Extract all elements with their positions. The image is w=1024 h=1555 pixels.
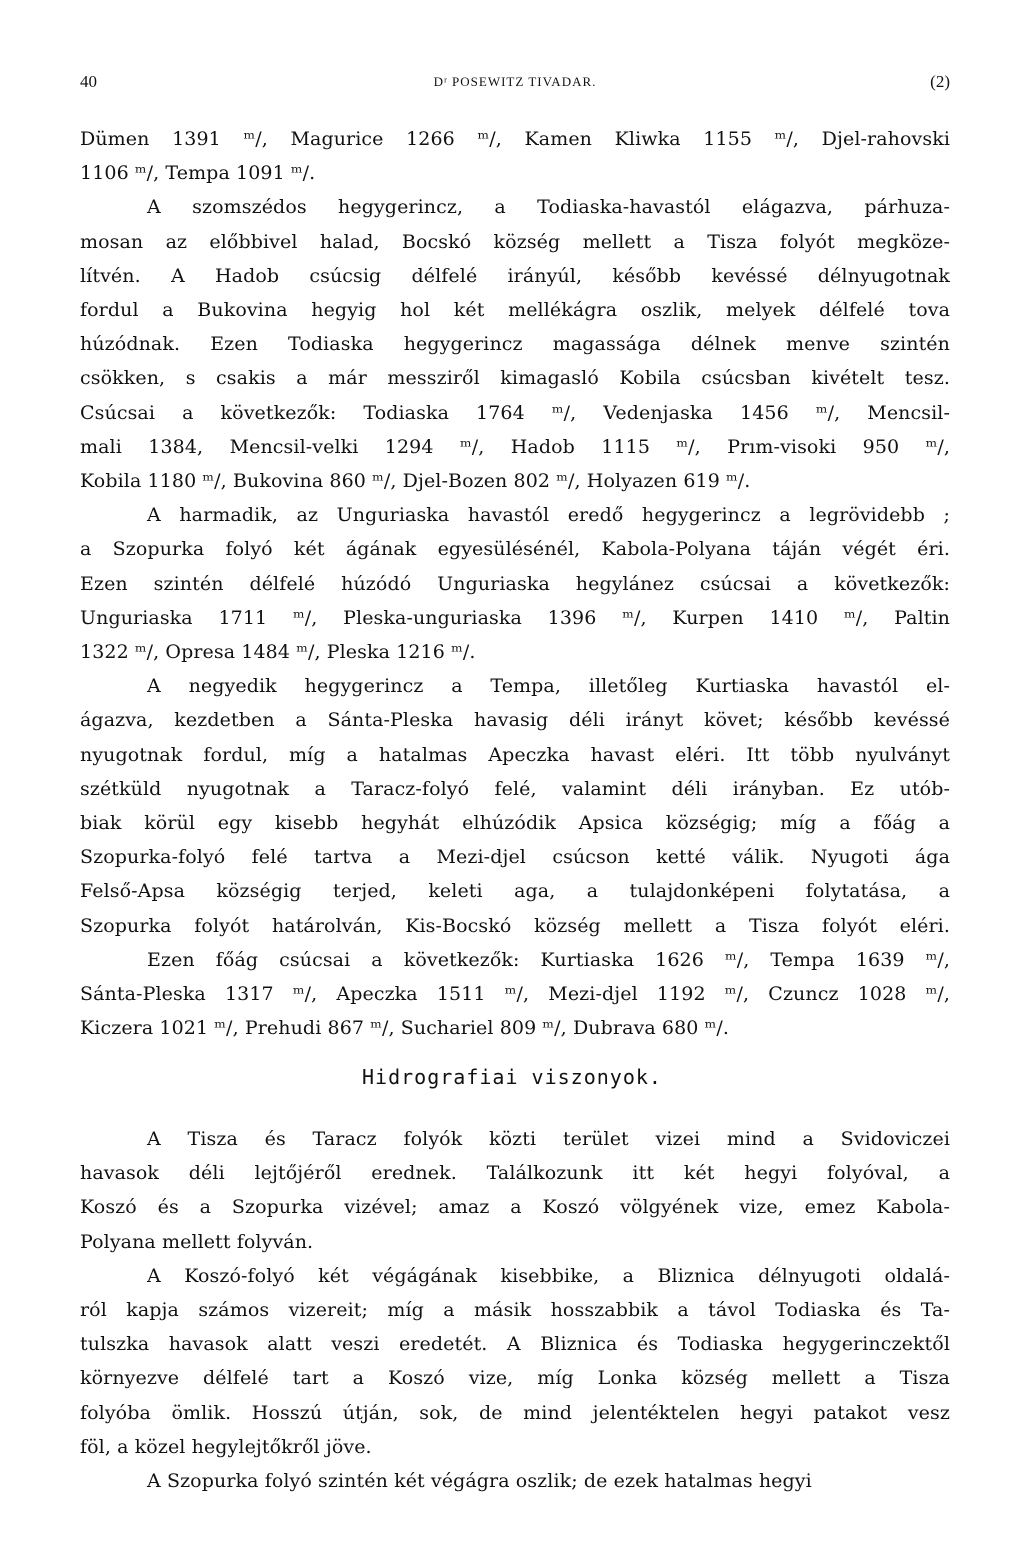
text-line: húzódnak. Ezen Todiaska hegygerincz magassága délnek menve szintén <box>80 333 950 356</box>
text-line: a Szopurka folyó két ágának egyesülésénél, Kabola-Polyana táján végét éri. <box>80 538 950 561</box>
text-line: A negyedik hegygerincz a Tempa, illetőleg Kurtiaska havastól el- <box>147 675 950 698</box>
text-line: Kiczera 1021 ᵐ/, Prehudi 867 ᵐ/, Suchariel 809 ᵐ/, Dubrava 680 ᵐ/. <box>80 1017 729 1040</box>
text-line: Polyana mellett folyván. <box>80 1230 314 1253</box>
text-line: fordul a Bukovina hegyig hol két mellékágra oszlik, melyek délfelé tova <box>80 299 950 322</box>
text-line: 1106 ᵐ/, Tempa 1091 ᵐ/. <box>80 162 316 185</box>
text-line: Szopurka folyót határolván, Kis-Bocskó község mellett a Tisza folyót eléri. <box>80 914 950 937</box>
text-line: ágazva, kezdetben a Sánta-Pleska havasig déli irányt követ; később kevéssé <box>80 709 950 732</box>
text-line: A harmadik, az Unguriaska havastól eredő hegygerincz a legrövidebb ; <box>147 504 950 527</box>
text-line: A szomszédos hegygerincz, a Todiaska-havastól elágazva, párhuza- <box>147 196 950 219</box>
text-line: folyóba ömlik. Hosszú útján, sok, de mind jelentéktelen hegyi patakot vesz <box>80 1401 950 1424</box>
text-line: nyugotnak fordul, míg a hatalmas Apeczka havast eléri. Itt több nyulványt <box>80 743 950 766</box>
text-line: csökken, s csakis a már messziről kimagasló Kobila csúcsban kivételt tesz. <box>80 367 950 390</box>
text-line: havasok déli lejtőjéről erednek. Találkozunk itt két hegyi folyóval, a <box>80 1162 950 1185</box>
page-number: 40 <box>80 72 97 91</box>
text-line: A Koszó-folyó két végágának kisebbike, a Bliznica délnyugoti oldalá- <box>147 1264 950 1287</box>
body-text-block-2 <box>80 1122 950 1498</box>
text-line: biak körül egy kisebb hegyhát elhúzódik Apsica községig; míg a főág a <box>80 812 950 835</box>
text-line: Kobila 1180 ᵐ/, Bukovina 860 ᵐ/, Djel-Bozen 802 ᵐ/, Holyazen 619 ᵐ/. <box>80 470 751 493</box>
text-line: A Tisza és Taracz folyók közti terület vizei mind a Svidoviczei <box>147 1128 950 1150</box>
text-line: Unguriaska 1711 ᵐ/, Pleska-unguriaska 1396 ᵐ/, Kurpen 1410 ᵐ/, Paltin <box>80 606 950 629</box>
text-line: Sánta-Pleska 1317 ᵐ/, Apeczka 1511 ᵐ/, Mezi-djel 1192 ᵐ/, Czuncz 1028 ᵐ/, <box>80 983 950 1006</box>
running-title: Dʳ POSEWITZ TIVADAR. <box>433 74 597 89</box>
text-line: mosan az előbbivel halad, Bocskó község mellett a Tisza folyót megköze- <box>80 230 950 253</box>
text-line: lítvén. A Hadob csúcsig délfelé irányúl, később kevéssé délnyugotnak <box>80 264 950 287</box>
text-line: Koszó és a Szopurka vizével; amaz a Koszó völgyének vize, emez Kabola- <box>80 1196 950 1219</box>
text-line: Csúcsai a következők: Todiaska 1764 ᵐ/, Vedenjaska 1456 ᵐ/, Mencsil- <box>80 401 950 424</box>
text-line: 1322 ᵐ/, Opresa 1484 ᵐ/, Pleska 1216 ᵐ/. <box>80 641 476 664</box>
text-line: Ezen szintén délfelé húzódó Unguriaska hegylánez csúcsai a következők: <box>80 572 950 595</box>
text-line: Felső-Apsa községig terjed, keleti aga, a tulajdonképeni folytatása, a <box>80 880 950 903</box>
text-line: környezve délfelé tart a Koszó vize, míg Lonka község mellett a Tisza <box>80 1367 950 1390</box>
section-heading: Hidrografiai viszonyok. <box>362 1065 662 1089</box>
section-number: (2) <box>930 72 950 91</box>
text-line: mali 1384, Mencsil-velki 1294 ᵐ/, Hadob 1115 ᵐ/, Prım-visoki 950 ᵐ/, <box>80 435 950 458</box>
text-line: ról kapja számos vizereit; míg a másik hosszabbik a távol Todiaska és Ta- <box>80 1299 950 1322</box>
page-header <box>80 72 950 96</box>
text-line: A Szopurka folyó szintén két végágra oszlik; de ezek hatalmas hegyi <box>147 1470 812 1493</box>
text-line: Szopurka-folyó felé tartva a Mezi-djel csúcson ketté válik. Nyugoti ága <box>80 846 950 869</box>
text-line: tulszka havasok alatt veszi eredetét. A Bliznica és Todiaska hegygerinczektől <box>80 1333 950 1356</box>
text-line: föl, a közel hegylejtőkről jöve. <box>80 1435 372 1458</box>
text-line: szétküld nyugotnak a Taracz-folyó felé, valamint déli irányban. Ez utób- <box>80 777 950 800</box>
body-text-block-1 <box>80 122 950 1045</box>
text-line: Dümen 1391 ᵐ/, Magurice 1266 ᵐ/, Kamen Kliwka 1155 ᵐ/, Djel-rahovski <box>80 128 950 150</box>
text-line: Ezen főág csúcsai a következők: Kurtiaska 1626 ᵐ/, Tempa 1639 ᵐ/, <box>147 948 950 971</box>
